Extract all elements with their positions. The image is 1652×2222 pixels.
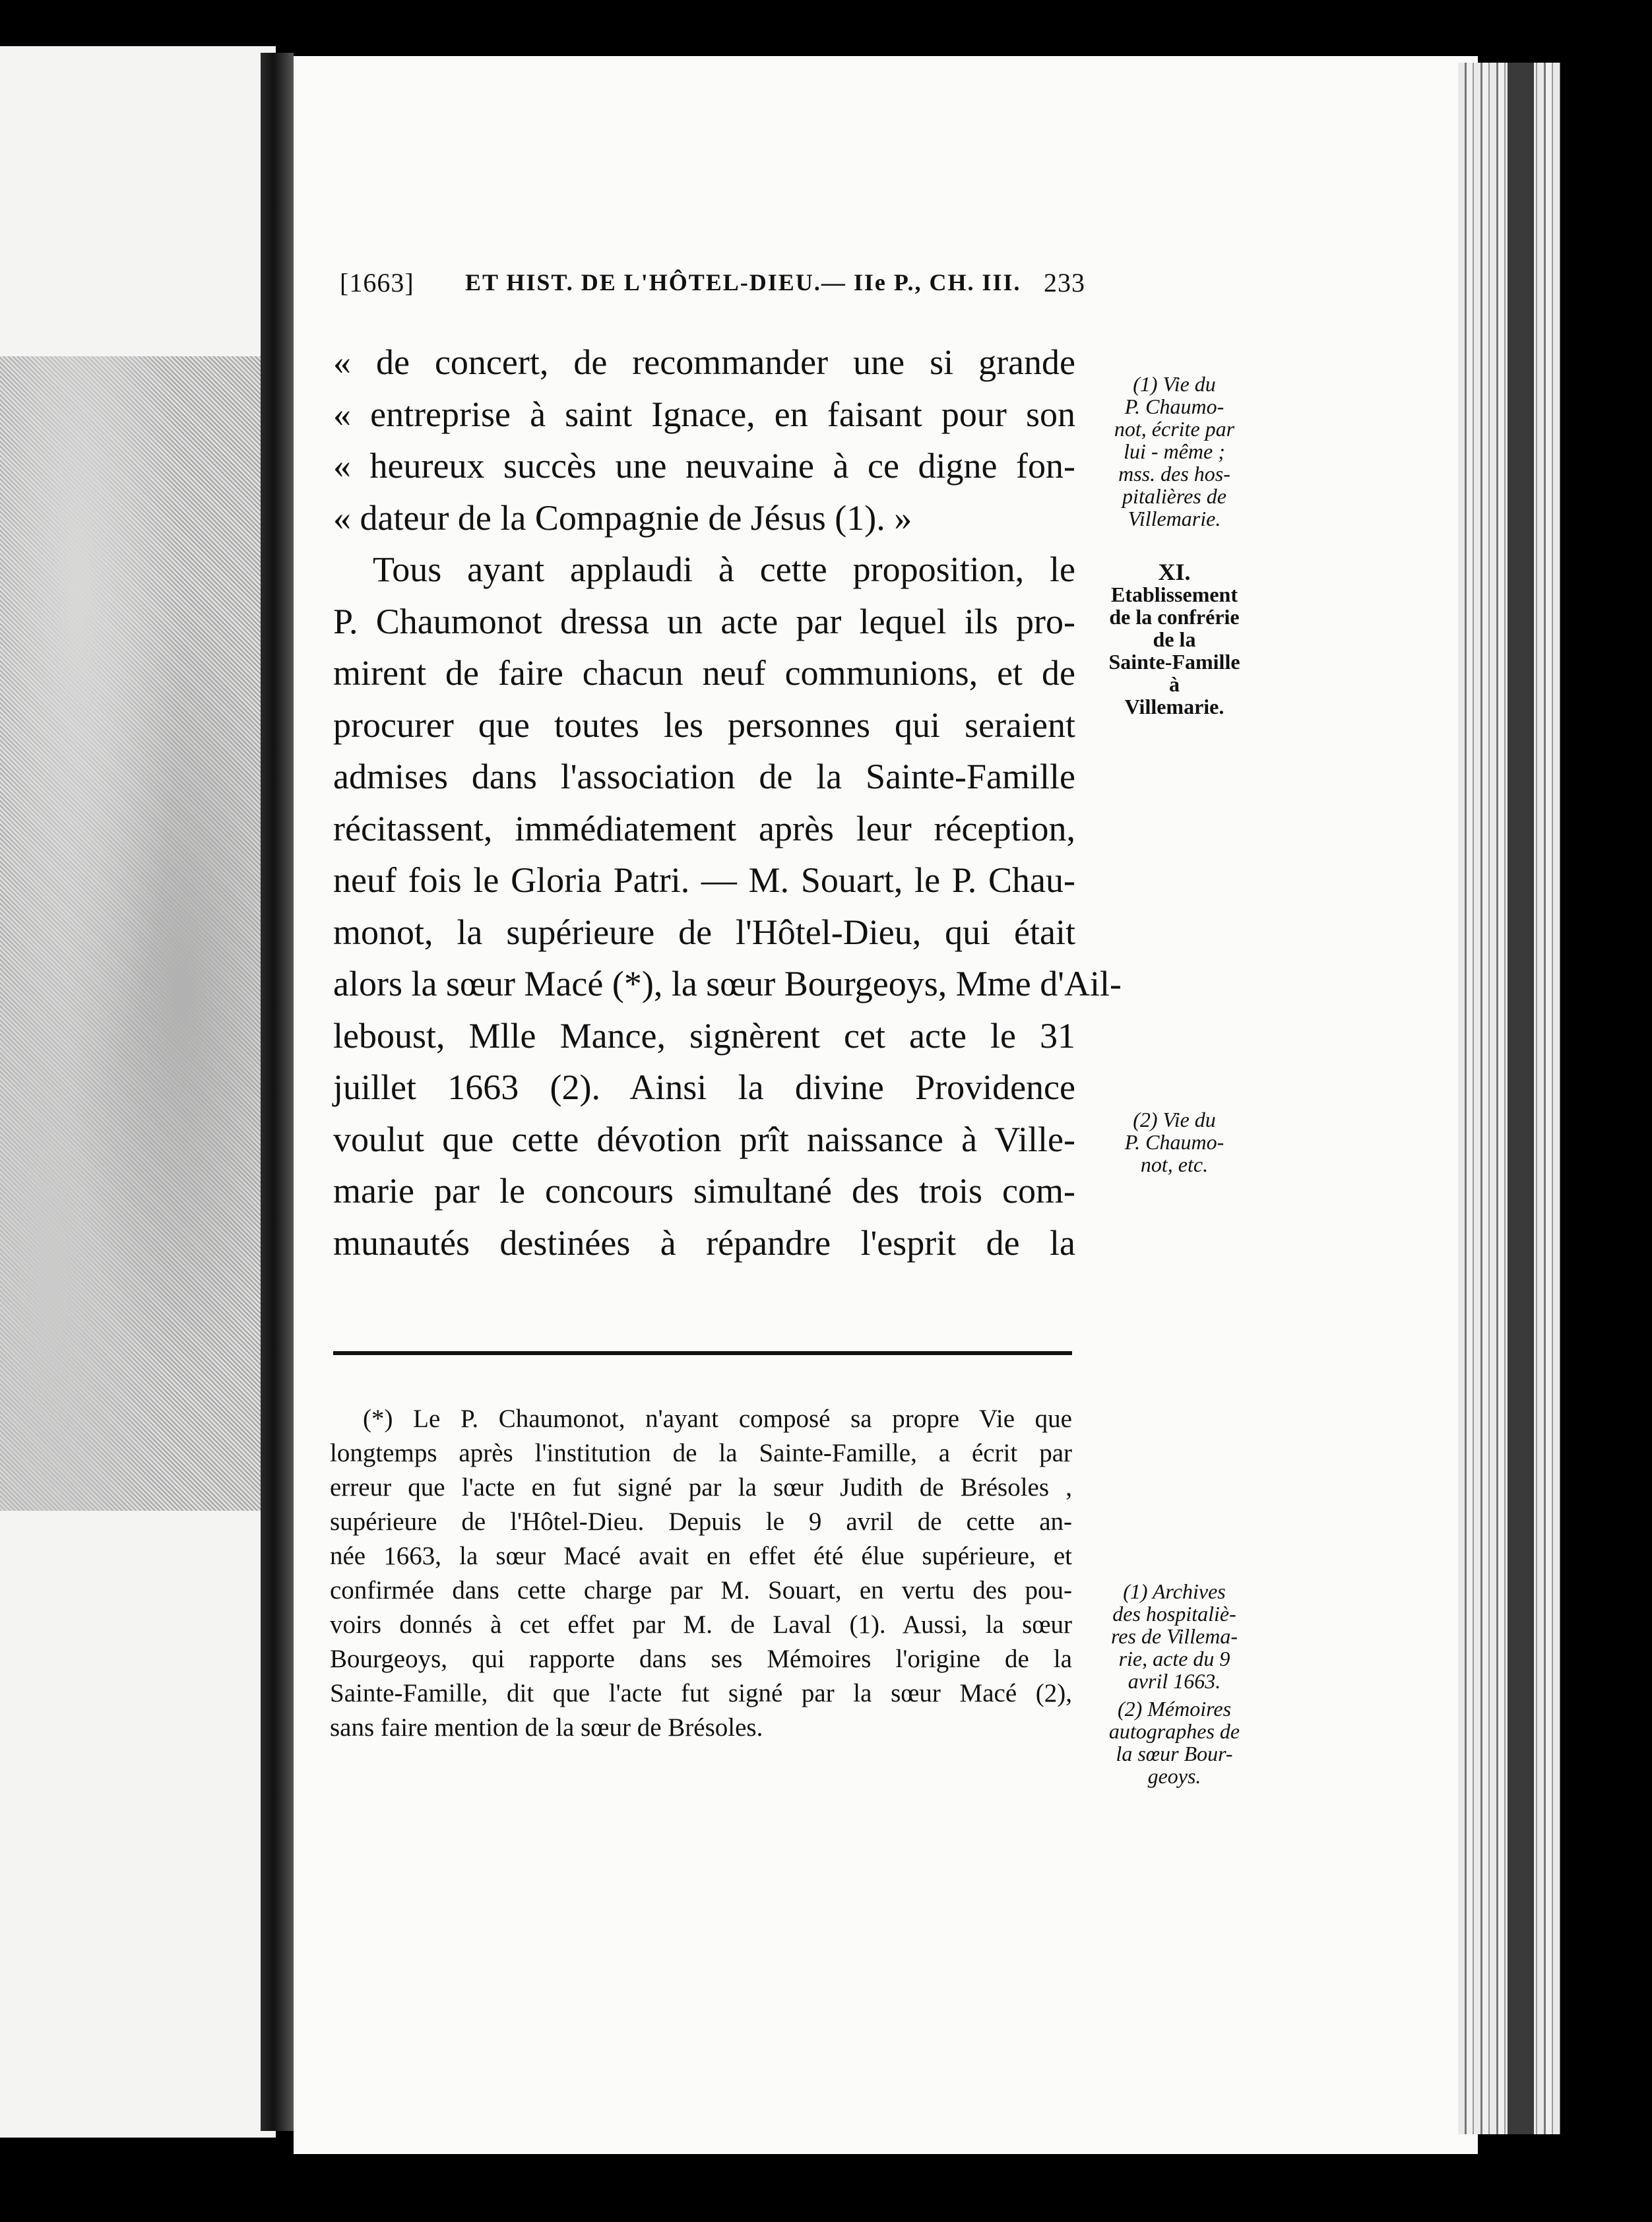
side-note-line: lui - même ;	[1124, 439, 1225, 463]
page-edge-shadow	[1508, 63, 1534, 2134]
side-note-line: P. Chaumo-	[1124, 1130, 1224, 1154]
text-line: « de concert, de recommander une si grande	[333, 342, 1075, 382]
text-line: procurer que toutes les personnes qui seraient	[333, 705, 1075, 745]
section-title-line: à	[1169, 672, 1180, 696]
text-line: voulut que cette dévotion prît naissance à Ville-	[333, 1119, 1075, 1159]
running-head-year: [1663]	[340, 268, 414, 298]
main-text	[333, 336, 1122, 1269]
side-note-line: (2) Vie du	[1133, 1108, 1216, 1131]
text-line: marie par le concours simultané des trois com-	[333, 1171, 1075, 1211]
section-title-line: de la confrérie	[1109, 605, 1240, 629]
side-note-line: (1) Vie du	[1133, 372, 1216, 396]
text-line: monot, la supérieure de l'Hôtel-Dieu, qui était	[333, 912, 1075, 952]
text-line: admises dans l'association de la Sainte-Famille	[333, 757, 1075, 796]
footnote	[330, 1402, 1072, 1745]
text-line: leboust, Mlle Mance, signèrent cet acte le 31	[333, 1015, 1075, 1056]
section-number: XI.	[1158, 559, 1191, 585]
side-note-line: avril 1663.	[1128, 1669, 1221, 1693]
text-line: P. Chaumonot dressa un acte par lequel ils pro-	[333, 601, 1075, 641]
page-number: 233	[1044, 268, 1085, 298]
footnote-rule	[333, 1351, 1072, 1355]
side-note-line: geoys.	[1147, 1764, 1201, 1788]
side-note-line: la sœur Bour-	[1116, 1742, 1233, 1765]
text-line: « heureux succès une neuvaine à ce digne fon-	[333, 446, 1075, 486]
footnote-line: née 1663, la sœur Macé avait en effet été élue supérieure, et	[330, 1542, 1072, 1570]
footnote-line: Bourgeoys, qui rapporte dans ses Mémoires l'origine de la	[330, 1645, 1072, 1673]
side-note-line: pitalières de	[1122, 484, 1226, 508]
side-note-line: autographes de	[1108, 1719, 1240, 1743]
text-line: neuf fois le Gloria Patri. — M. Souart, le P. Chau-	[333, 860, 1075, 900]
text-line: Tous ayant applaudi à cette proposition, le	[373, 550, 1075, 589]
side-note	[1092, 1108, 1257, 1176]
footnote-side-refs	[1092, 1580, 1257, 1787]
running-head	[340, 267, 1085, 307]
text-line: « entreprise à saint Ignace, en faisant pour son	[333, 394, 1075, 434]
text-line: alors la sœur Macé (*), la sœur Bourgeoys, Mme d'Ail-	[333, 964, 1122, 1003]
section-heading	[1092, 561, 1257, 718]
text-line: « dateur de la Compagnie de Jésus (1). »	[333, 497, 912, 538]
side-note-line: res de Villema-	[1111, 1624, 1238, 1648]
footnote-line: sans faire mention de la sœur de Brésoles.	[330, 1713, 763, 1742]
side-note-line: (2) Mémoires	[1117, 1697, 1232, 1721]
book-gutter	[261, 53, 294, 2131]
footnote-line: confirmée dans cette charge par M. Souart, en vertu des pou-	[330, 1576, 1072, 1604]
side-note-line: rie, acte du 9	[1118, 1647, 1230, 1670]
footnote-line: (*) Le P. Chaumonot, n'ayant composé sa propre Vie que	[363, 1405, 1072, 1433]
section-title-line: Sainte-Famille	[1108, 650, 1240, 674]
footnote-line: longtemps après l'institution de la Sainte-Famille, a écrit par	[330, 1439, 1072, 1467]
side-note-line: (1) Archives	[1123, 1579, 1226, 1603]
side-note-line: P. Chaumo-	[1124, 395, 1224, 418]
section-title-line: Villemarie.	[1124, 695, 1224, 718]
section-title-line: de la	[1153, 627, 1196, 651]
side-note	[1092, 373, 1257, 530]
facing-page	[0, 46, 276, 2138]
running-head-title: ET HIST. DE L'HÔTEL-DIEU.— IIe P., CH. III.	[465, 269, 1021, 296]
text-line: mirent de faire chacun neuf communions, et de	[333, 653, 1075, 693]
text-line: munautés destinées à répandre l'esprit de la	[333, 1222, 1075, 1263]
side-note-line: des hospitaliè-	[1112, 1602, 1236, 1626]
side-note-line: mss. des hos-	[1118, 462, 1230, 486]
engraving-illustration	[0, 356, 261, 1511]
side-note-line: Villemarie.	[1128, 507, 1221, 530]
side-note-line: not, etc.	[1140, 1153, 1209, 1176]
text-line: juillet 1663 (2). Ainsi la divine Providence	[333, 1067, 1075, 1107]
side-note-line: not, écrite par	[1114, 417, 1235, 441]
footnote-line: supérieure de l'Hôtel-Dieu. Depuis le 9 avril de cette an-	[330, 1508, 1072, 1536]
footnote-line: Sainte-Famille, dit que l'acte fut signé par la sœur Macé (2),	[330, 1679, 1072, 1707]
footnote-line: voirs donnés à cet effet par M. de Laval (1). Aussi, la sœur	[330, 1610, 1072, 1639]
footnote-line: erreur que l'acte en fut signé par la sœur Judith de Brésoles ,	[330, 1473, 1072, 1502]
section-title-line: Etablissement	[1111, 583, 1238, 606]
text-line: récitassent, immédiatement après leur réception,	[333, 808, 1075, 848]
